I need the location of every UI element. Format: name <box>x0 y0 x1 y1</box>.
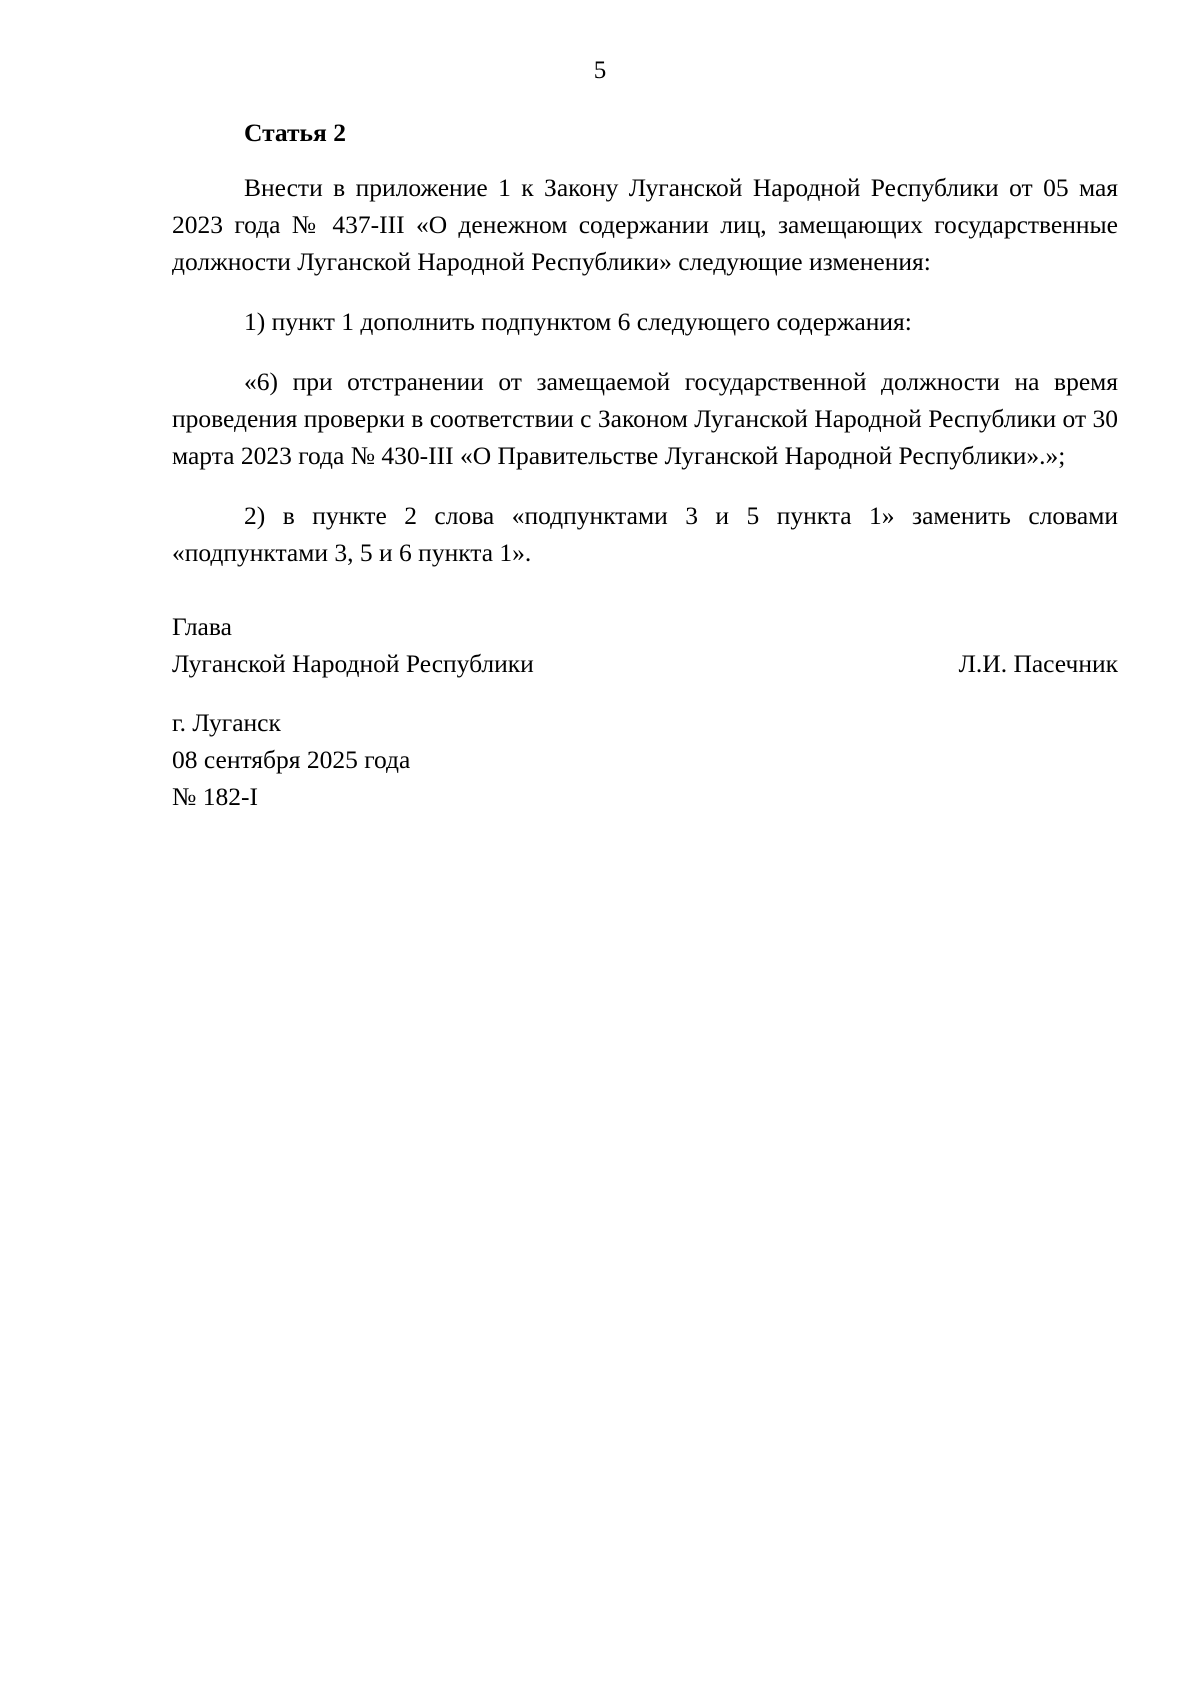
signature-block <box>172 608 1118 682</box>
document-date: 08 сентября 2025 года <box>172 745 411 774</box>
document-body <box>172 114 1118 815</box>
article-paragraph-intro: Внести в приложение 1 к Закону Луганской Народной Республики от 05 мая 2023 года № 437-III «О денежном содержании лиц, замещающих государственные должности Луганской Народной Республики» следующие изменения: <box>172 173 1118 276</box>
signatory-row <box>172 645 1118 682</box>
page-number: 5 <box>593 57 607 84</box>
article-paragraph-subitem-6: «6) при отстранении от замещаемой государственной должности на время проведения проверки в соответствии с Законом Луганской Народной Республики от 30 марта 2023 года № 430-III «О Правительстве Луганской Народной Республики».»; <box>172 367 1118 470</box>
document-number: № 182-I <box>172 782 258 811</box>
signatory-title-line2: Луганской Народной Республики <box>172 649 534 678</box>
article-heading: Статья 2 <box>244 118 346 147</box>
signatory-name: Л.И. Пасечник <box>958 649 1118 678</box>
document-meta <box>172 704 1118 815</box>
document-city: г. Луганск <box>172 708 281 737</box>
article-paragraph-item-2: 2) в пункте 2 слова «подпунктами 3 и 5 пункта 1» заменить словами «подпунктами 3, 5 и 6 пункта 1». <box>172 501 1118 567</box>
article-paragraph-item-1: 1) пункт 1 дополнить подпунктом 6 следующего содержания: <box>244 307 912 336</box>
signatory-title-line1: Глава <box>172 612 232 641</box>
